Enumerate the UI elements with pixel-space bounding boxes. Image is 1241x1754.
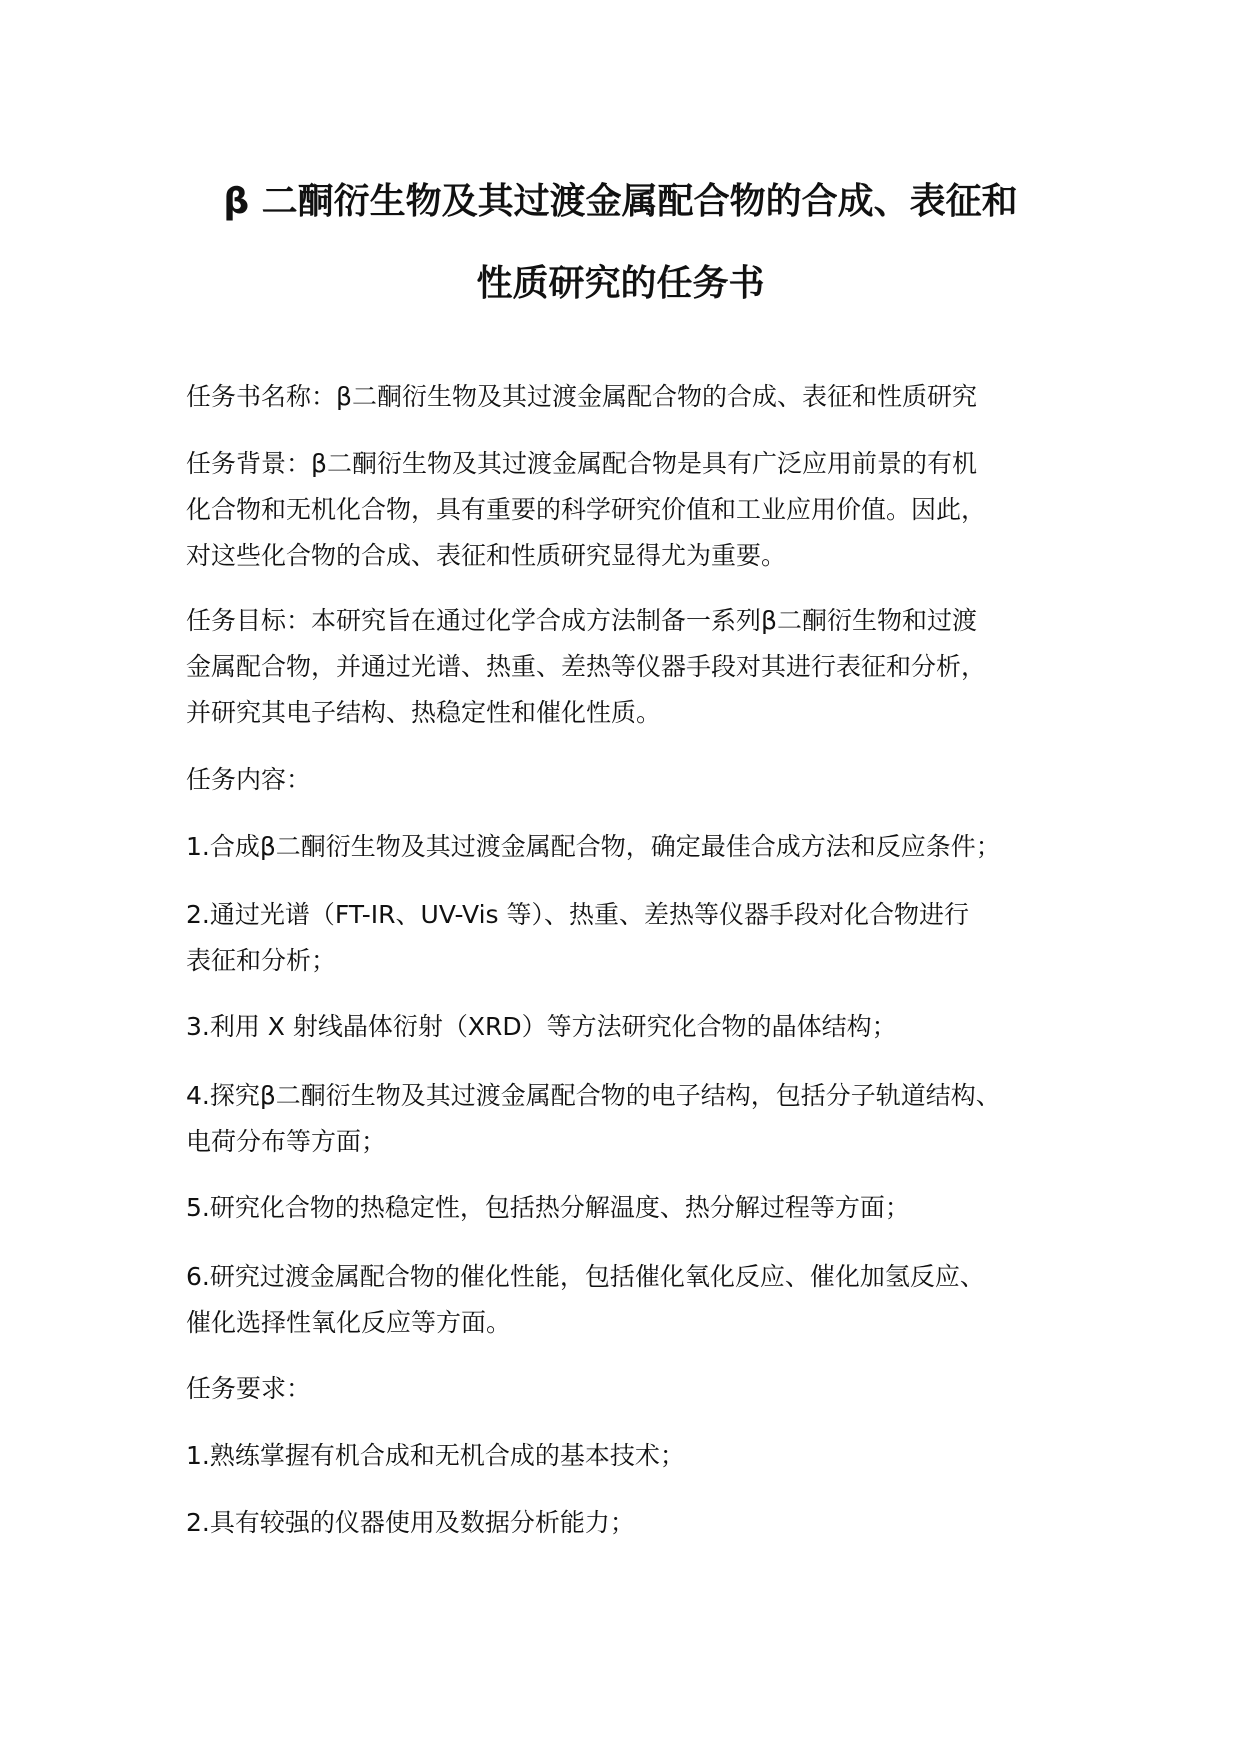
task-background-paragraph: 任务背景：β二酮衍生物及其过渡金属配合物是具有广泛应用前景的有机 化合物和无机化合物，具有重要的科学研究价值和工业应用价值。因此， 对这些化合物的合成、表征和性质研究显得尤为重要。 [186, 449, 987, 570]
task-content-item-1: 1.合成β二酮衍生物及其过渡金属配合物，确定最佳合成方法和反应条件； [186, 832, 1001, 861]
document-title-line-2: 性质研究的任务书 [476, 263, 765, 304]
task-requirements-heading: 任务要求： [186, 1374, 312, 1403]
task-content-item-3: 3.利用 X 射线晶体衍射（XRD）等方法研究化合物的晶体结构； [186, 1012, 897, 1041]
task-objective-paragraph: 任务目标：本研究旨在通过化学合成方法制备一系列β二酮衍生物和过渡 金属配合物，并通过光谱、热重、差热等仪器手段对其进行表征和分析， 并研究其电子结构、热稳定性和催化性质。 [186, 606, 987, 727]
task-content-item-2: 2.通过光谱（FT-IR、UV-Vis 等）、热重、差热等仪器手段对化合物进行 表征和分析； [186, 900, 969, 975]
task-content-item-5: 5.研究化合物的热稳定性，包括热分解温度、热分解过程等方面； [186, 1193, 910, 1222]
task-requirement-item-1: 1.熟练掌握有机合成和无机合成的基本技术； [186, 1441, 685, 1470]
task-name-paragraph: 任务书名称：β二酮衍生物及其过渡金属配合物的合成、表征和性质研究 [186, 382, 977, 411]
document-title-line-1: β 二酮衍生物及其过渡金属配合物的合成、表征和 [223, 181, 1018, 222]
task-content-item-6: 6.研究过渡金属配合物的催化性能，包括催化氧化反应、催化加氢反应、 催化选择性氧化反应等方面。 [186, 1262, 985, 1337]
task-content-item-4: 4.探究β二酮衍生物及其过渡金属配合物的电子结构，包括分子轨道结构、 电荷分布等方面； [186, 1081, 1001, 1156]
task-requirement-item-2: 2.具有较强的仪器使用及数据分析能力； [186, 1508, 635, 1537]
task-content-heading: 任务内容： [186, 765, 312, 794]
